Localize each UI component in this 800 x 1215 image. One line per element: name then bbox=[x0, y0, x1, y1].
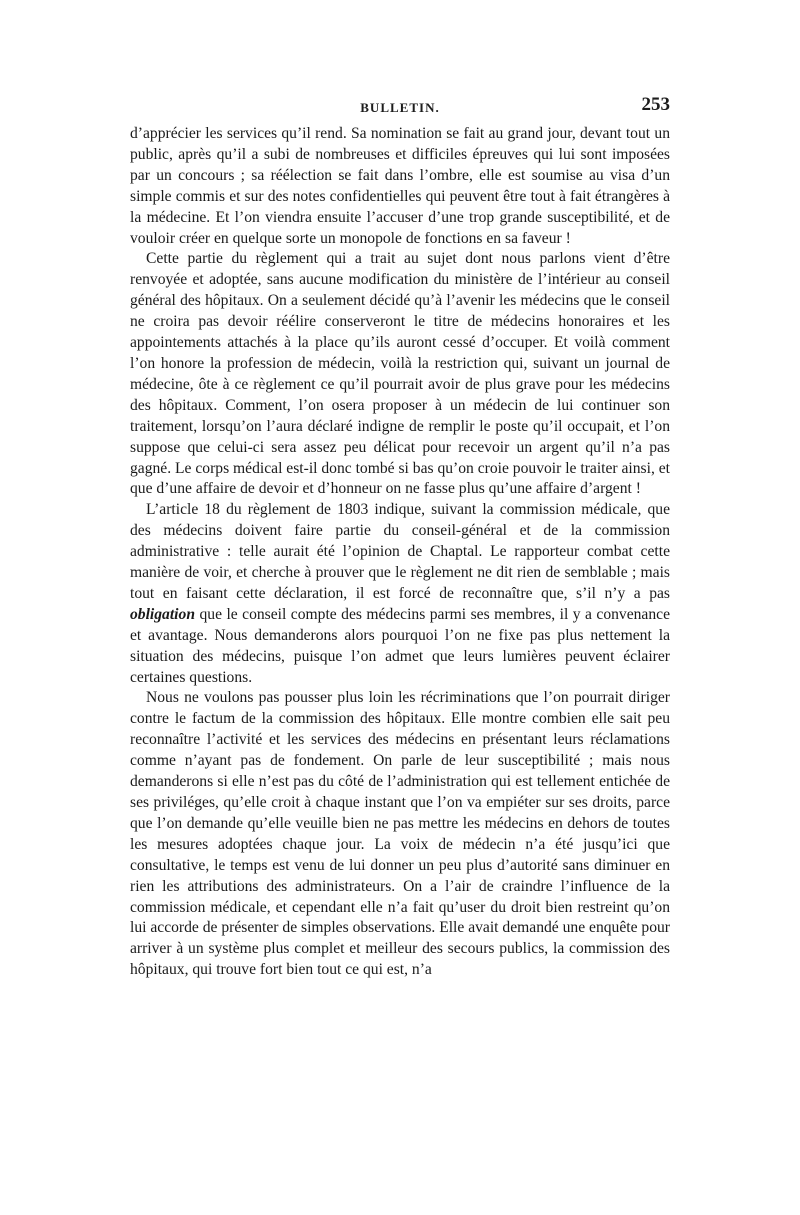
running-head bbox=[130, 94, 670, 120]
running-title: BULLETIN. bbox=[360, 100, 440, 115]
paragraph-3-before: L’article 18 du règlement de 1803 indique, suivant la commission médicale, que des médecins doivent faire partie du conseil-général et de la commission administrative : telle aurait été l’opinion de Chaptal. Le rapporteur combat cette manière de voir, et cherche à prouver que le règlement ne dit rien de semblable ; mais tout en faisant cette déclaration, il est forcé de reconnaître que, s’il n’y a pas bbox=[130, 501, 670, 602]
italic-term: obligation bbox=[130, 605, 195, 623]
paragraph-1: d’apprécier les services qu’il rend. Sa nomination se fait au grand jour, devant tout un public, après qu’il a subi de nombreuses et difficiles épreuves qui lui sont imposées par un concours ; sa réélection se fait dans l’ombre, elle est soumise au visa d’un simple commis et sur des notes confidentielles qui peuvent être tout à fait étrangères à la médecine. Et l’on viendra ensuite l’accuser d’une trop grande susceptibilité, et de vouloir créer en quelque sorte un monopole de fonctions en sa faveur ! bbox=[130, 125, 670, 247]
page-number: 253 bbox=[641, 94, 670, 115]
paragraph-4: Nous ne voulons pas pousser plus loin les récriminations que l’on pourrait diriger contre le factum de la commission des hôpitaux. Elle montre combien elle sait peu reconnaître l’activité et les services des médecins en présentant leurs réclamations comme n’ayant pas de fondement. On parle de leur susceptibilité ; mais nous demanderons si elle n’est pas du côté de l’administration qui est tellement entichée de ses priviléges, qu’elle croit à chaque instant que l’on va empiéter sur ses droits, parce que l’on demande qu’elle veuille bien ne pas mettre les médecins en dehors de toutes les mesures adoptées chaque jour. La voix de médecin n’a été jusqu’ici que consultative, le temps est venu de lui donner un peu plus d’autorité sans diminuer en rien les attributions des administrateurs. On a l’air de craindre l’influence de la commission médicale, et cependant elle n’a fait qu’user du droit bien restreint qu’on lui accorde de présenter de simples observations. Elle avait demandé une enquête pour arriver à un système plus complet et meilleur des secours publics, la commission des hôpitaux, qui trouve fort bien tout ce qui est, n’a bbox=[130, 689, 670, 979]
body-text bbox=[130, 124, 670, 981]
paragraph-3-after: que le conseil compte des médecins parmi ses membres, il y a convenance et avantage. Nous demanderons alors pourquoi l’on ne fixe pas plus nettement la situation des médecins, puisque l’on admet que leurs lumières peuvent éclairer certaines questions. bbox=[130, 605, 670, 686]
paragraph-3 bbox=[130, 500, 670, 688]
paragraph-2: Cette partie du règlement qui a trait au sujet dont nous parlons vient d’être renvoyée et adoptée, sans aucune modification du ministère de l’intérieur au conseil général des hôpitaux. On a seulement décidé qu’à l’avenir les médecins que le conseil ne croira pas devoir réélire conserveront le titre de médecins honoraires et les appointements attachés à la place qu’ils auront cessé d’occuper. Et voilà comment l’on honore la profession de médecin, voilà la restriction qui, suivant un journal de médecine, ôte à ce règlement ce qu’il pourrait avoir de plus grave pour les médecins des hôpitaux. Comment, l’on osera proposer à un médecin de lui continuer son traitement, lorsqu’on l’aura déclaré indigne de remplir le poste qu’il occupait, et l’on suppose que celui-ci sera assez peu délicat pour recevoir un argent qu’il n’a pas gagné. Le corps médical est-il donc tombé si bas qu’on croie pouvoir le traiter ainsi, et que d’une affaire de devoir et d’honneur on ne fasse plus qu’une affaire d’argent ! bbox=[130, 250, 670, 498]
